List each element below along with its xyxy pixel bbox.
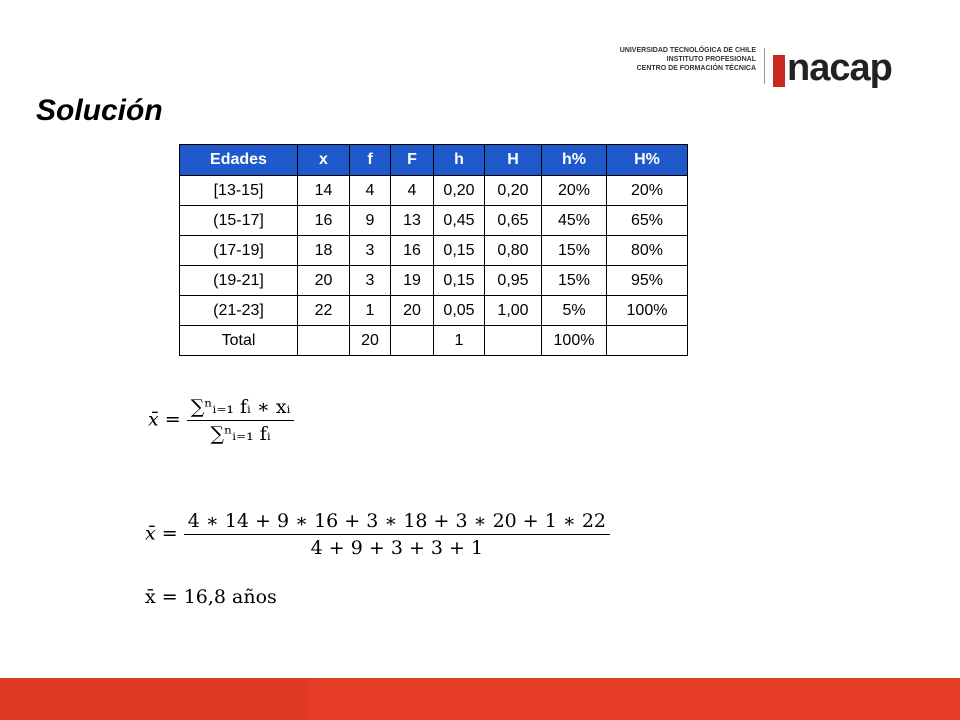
header-x: x — [298, 145, 350, 176]
table-cell: 0,95 — [485, 266, 542, 296]
table-cell: 20 — [298, 266, 350, 296]
table-cell: 80% — [607, 236, 688, 266]
table-cell: 20 — [350, 326, 391, 356]
header-f: f — [350, 145, 391, 176]
table-cell: (15-17] — [180, 206, 298, 236]
formula-fraction — [184, 510, 610, 559]
table-cell: (17-19] — [180, 236, 298, 266]
slide-title: Solución — [36, 94, 163, 127]
table-cell: 3 — [350, 266, 391, 296]
table-cell: (19-21] — [180, 266, 298, 296]
table-cell: [13-15] — [180, 176, 298, 206]
logo-line: UNIVERSIDAD TECNOLÓGICA DE CHILE — [619, 47, 756, 54]
table-cell — [298, 326, 350, 356]
table-cell: 100% — [607, 296, 688, 326]
mean-formula-general — [148, 396, 294, 445]
table-cell — [485, 326, 542, 356]
table-cell: 20% — [607, 176, 688, 206]
logo-line: INSTITUTO PROFESIONAL — [666, 56, 756, 63]
table-cell: 0,65 — [485, 206, 542, 236]
table-row — [180, 266, 688, 296]
table-row — [180, 236, 688, 266]
table-cell: 16 — [298, 206, 350, 236]
logo-subtitle — [600, 46, 756, 73]
formula-denominator: 4 + 9 + 3 + 3 + 1 — [310, 537, 484, 559]
table-cell: 0,05 — [434, 296, 485, 326]
table-cell: 0,15 — [434, 266, 485, 296]
table-cell — [391, 326, 434, 356]
header-F: F — [391, 145, 434, 176]
table-cell: 1 — [434, 326, 485, 356]
table-cell: 4 — [350, 176, 391, 206]
footer-bar-shade — [310, 678, 960, 720]
table-cell: 5% — [542, 296, 607, 326]
logo-mark-icon — [773, 55, 785, 87]
table-cell: 100% — [542, 326, 607, 356]
table-cell: 15% — [542, 266, 607, 296]
table-cell: 16 — [391, 236, 434, 266]
table-cell: 0,15 — [434, 236, 485, 266]
table-cell: 0,45 — [434, 206, 485, 236]
mean-result: x̄ = 16,8 años — [145, 586, 277, 608]
table-cell: 20 — [391, 296, 434, 326]
table-cell: 1,00 — [485, 296, 542, 326]
header-H: H — [485, 145, 542, 176]
formula-denominator: ∑ⁿᵢ₌₁ fᵢ — [210, 423, 271, 445]
table-cell: 95% — [607, 266, 688, 296]
table-cell: 22 — [298, 296, 350, 326]
table-row — [180, 176, 688, 206]
table-cell: Total — [180, 326, 298, 356]
table-cell: (21-23] — [180, 296, 298, 326]
header-edades: Edades — [180, 145, 298, 176]
frequency-table — [179, 144, 688, 356]
header-h-percent: h% — [542, 145, 607, 176]
header-H-percent: H% — [607, 145, 688, 176]
table-cell: 4 — [391, 176, 434, 206]
table-cell: 9 — [350, 206, 391, 236]
logo-wordmark: nacap — [787, 47, 892, 89]
header-h: h — [434, 145, 485, 176]
formula-numerator: ∑ⁿᵢ₌₁ fᵢ ∗ xᵢ — [187, 396, 295, 421]
table-row — [180, 296, 688, 326]
table-cell: 3 — [350, 236, 391, 266]
table-cell: 45% — [542, 206, 607, 236]
table-cell: 19 — [391, 266, 434, 296]
logo-divider — [764, 48, 765, 84]
table-cell: 0,80 — [485, 236, 542, 266]
table-cell — [607, 326, 688, 356]
table-cell: 18 — [298, 236, 350, 266]
table-cell: 14 — [298, 176, 350, 206]
formula-lhs: x̄ = — [148, 408, 181, 431]
formula-lhs: x̄ = — [145, 522, 178, 545]
table-cell: 0,20 — [434, 176, 485, 206]
table-cell: 65% — [607, 206, 688, 236]
table-cell: 15% — [542, 236, 607, 266]
formula-fraction — [187, 396, 295, 445]
table-cell: 1 — [350, 296, 391, 326]
table-header-row — [180, 145, 688, 176]
table-cell: 0,20 — [485, 176, 542, 206]
table-cell: 20% — [542, 176, 607, 206]
table-total-row — [180, 326, 688, 356]
table-row — [180, 206, 688, 236]
table-cell: 13 — [391, 206, 434, 236]
inacap-logo — [600, 44, 930, 94]
formula-numerator: 4 ∗ 14 + 9 ∗ 16 + 3 ∗ 18 + 3 ∗ 20 + 1 ∗ 22 — [184, 510, 610, 535]
footer-bar — [0, 678, 960, 720]
mean-formula-applied — [145, 510, 610, 559]
logo-line: CENTRO DE FORMACIÓN TÉCNICA — [636, 65, 756, 72]
